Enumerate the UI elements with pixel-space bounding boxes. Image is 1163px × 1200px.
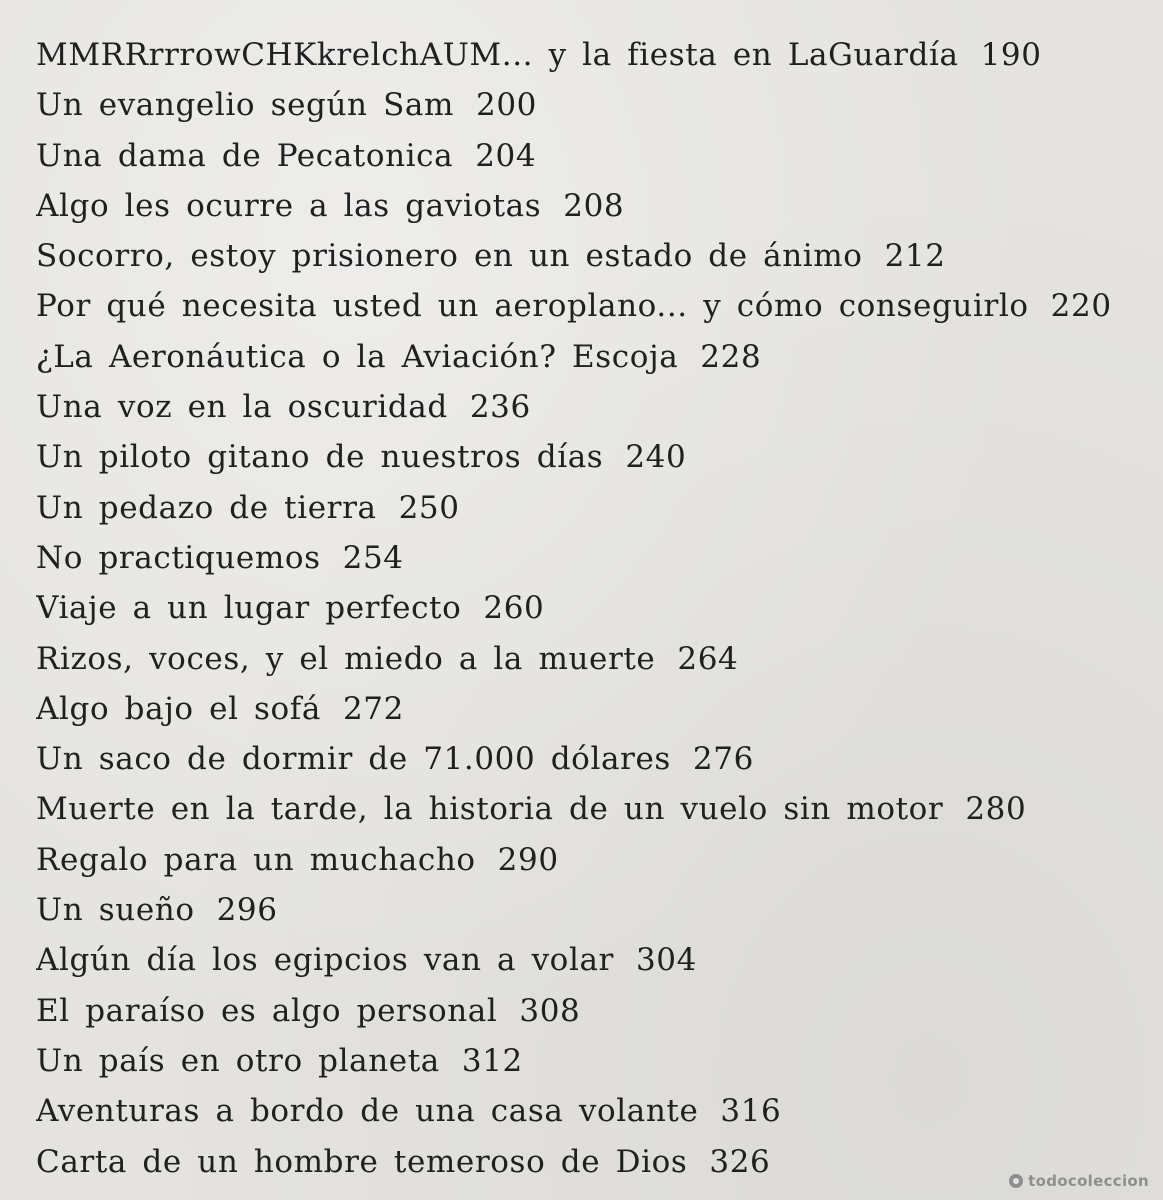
toc-entry [36, 1086, 1146, 1136]
toc-entry-title: Un país en otro planeta [36, 1042, 440, 1079]
toc-entry-title: Rizos, voces, y el miedo a la muerte [36, 640, 656, 677]
toc-entry-title: Algo les ocurre a las gaviotas [36, 187, 542, 224]
toc-entry-title: Algo bajo el sofá [36, 690, 321, 727]
toc-entry-title: Carta de un hombre temeroso de Dios [36, 1143, 688, 1180]
toc-entry [36, 986, 1146, 1036]
toc-entry [36, 181, 1146, 231]
toc-entry-title: Un sueño [36, 892, 195, 929]
toc-entry [36, 533, 1146, 583]
toc-entry-page-number: 312 [461, 1042, 523, 1079]
toc-entry-title: No practiquemos [36, 539, 321, 576]
toc-entry-page-number: 240 [625, 439, 687, 476]
toc-entry-page-number: 280 [965, 791, 1027, 828]
toc-entry-page-number: 212 [884, 238, 946, 275]
toc-entry-page-number: 308 [519, 992, 581, 1029]
toc-entry [36, 483, 1146, 533]
toc-entry [36, 382, 1146, 432]
toc-entry-title: Un saco de dormir de 71.000 dólares [36, 741, 671, 778]
table-of-contents [36, 30, 1146, 1187]
toc-entry-title: Socorro, estoy prisionero en un estado de ánimo [36, 238, 863, 275]
toc-entry [36, 131, 1146, 181]
toc-entry-title: ¿La Aeronáutica o la Aviación? Escoja [36, 338, 679, 375]
toc-entry-title: El paraíso es algo personal [36, 992, 498, 1029]
toc-entry-title: Un pedazo de tierra [36, 489, 377, 526]
toc-entry [36, 734, 1146, 784]
toc-entry-page-number: 326 [709, 1143, 771, 1180]
toc-entry-title: Viaje a un lugar perfecto [36, 590, 462, 627]
toc-entry [36, 835, 1146, 885]
toc-entry [36, 935, 1146, 985]
toc-entry-page-number: 264 [677, 640, 739, 677]
toc-entry [36, 784, 1146, 834]
toc-entry-title: Regalo para un muchacho [36, 841, 476, 878]
toc-entry [36, 80, 1146, 130]
toc-entry-page-number: 250 [398, 489, 460, 526]
toc-entry-title: Un evangelio según Sam [36, 87, 454, 124]
toc-entry [36, 281, 1146, 331]
toc-entry-title: Un piloto gitano de nuestros días [36, 439, 604, 476]
toc-entry-page-number: 272 [342, 690, 404, 727]
toc-entry-page-number: 208 [563, 187, 625, 224]
toc-entry-page-number: 220 [1050, 288, 1112, 325]
watermark [1009, 1172, 1149, 1190]
toc-entry-page-number: 260 [483, 590, 545, 627]
toc-entry-page-number: 276 [692, 741, 754, 778]
toc-entry-page-number: 296 [216, 892, 278, 929]
toc-entry-title: MMRRrrrowCHKkrelchAUM... y la fiesta en LaGuardía [36, 37, 959, 73]
toc-entry [36, 1036, 1146, 1086]
toc-entry [36, 1137, 1146, 1187]
toc-entry-page-number: 290 [497, 841, 559, 878]
toc-entry-page-number: 304 [635, 942, 697, 979]
toc-entry-title: Una voz en la oscuridad [36, 389, 448, 426]
toc-entry-title: Muerte en la tarde, la historia de un vuelo sin motor [36, 791, 944, 828]
watermark-text: todocoleccion [1028, 1172, 1149, 1190]
toc-entry [36, 684, 1146, 734]
toc-entry-page-number: 316 [720, 1093, 782, 1130]
todocoleccion-logo-icon [1009, 1174, 1023, 1188]
toc-entry [36, 885, 1146, 935]
toc-entry-title: Una dama de Pecatonica [36, 137, 454, 174]
toc-entry-page-number: 200 [476, 87, 537, 124]
toc-entry [36, 231, 1146, 281]
toc-entry [36, 432, 1146, 482]
toc-entry-title: Aventuras a bordo de una casa volante [36, 1093, 699, 1130]
toc-entry-title: Algún día los egipcios van a volar [36, 942, 614, 979]
toc-entry-page-number: 236 [469, 389, 531, 426]
toc-entry-page-number: 254 [342, 539, 404, 576]
toc-entry [36, 332, 1146, 382]
toc-entry-page-number: 228 [700, 338, 762, 375]
toc-entry-page-number: 190 [980, 37, 1042, 73]
toc-entry [36, 634, 1146, 684]
toc-entry-page-number: 204 [475, 137, 537, 174]
toc-entry [36, 30, 1146, 80]
toc-entry-title: Por qué necesita usted un aeroplano... y cómo conseguirlo [36, 288, 1029, 325]
toc-entry [36, 583, 1146, 633]
